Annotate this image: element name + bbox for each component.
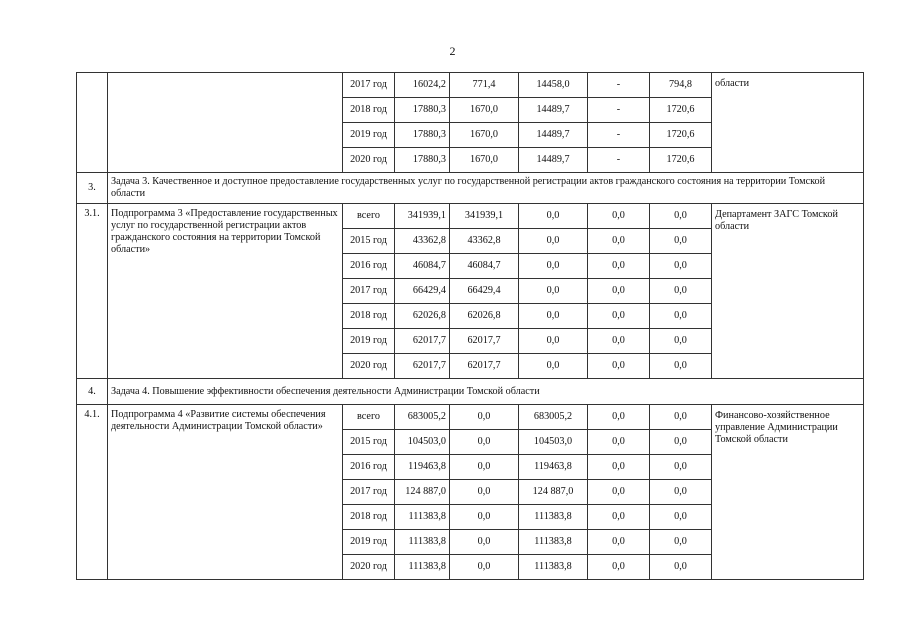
total-amount-cell: 17880,3 <box>395 123 450 148</box>
task-row <box>77 379 864 405</box>
regional-budget-cell: 0,0 <box>519 254 588 279</box>
total-amount-cell: 111383,8 <box>395 555 450 580</box>
total-amount-cell: 17880,3 <box>395 148 450 173</box>
task-text-cell: Задача 4. Повышение эффективности обеспечения деятельности Администрации Томской области <box>108 379 864 405</box>
regional-budget-cell: 0,0 <box>519 204 588 229</box>
period-cell: 2020 год <box>343 148 395 173</box>
row-number-cell <box>77 73 108 173</box>
responsible-cell: области <box>712 73 864 173</box>
local-budget-cell: 0,0 <box>588 530 650 555</box>
regional-budget-cell: 0,0 <box>519 229 588 254</box>
regional-budget-cell: 683005,2 <box>519 405 588 430</box>
total-amount-cell: 341939,1 <box>395 204 450 229</box>
federal-budget-cell: 0,0 <box>450 530 519 555</box>
federal-budget-cell: 0,0 <box>450 405 519 430</box>
funding-table-body <box>77 73 864 580</box>
period-cell: 2015 год <box>343 229 395 254</box>
local-budget-cell: 0,0 <box>588 505 650 530</box>
total-amount-cell: 17880,3 <box>395 98 450 123</box>
federal-budget-cell: 43362,8 <box>450 229 519 254</box>
other-sources-cell: 794,8 <box>650 73 712 98</box>
local-budget-cell: 0,0 <box>588 204 650 229</box>
local-budget-cell: 0,0 <box>588 555 650 580</box>
total-amount-cell: 111383,8 <box>395 505 450 530</box>
federal-budget-cell: 1670,0 <box>450 98 519 123</box>
total-amount-cell: 66429,4 <box>395 279 450 304</box>
regional-budget-cell: 124 887,0 <box>519 480 588 505</box>
total-amount-cell: 62026,8 <box>395 304 450 329</box>
other-sources-cell: 0,0 <box>650 530 712 555</box>
local-budget-cell: 0,0 <box>588 430 650 455</box>
period-cell: 2017 год <box>343 480 395 505</box>
federal-budget-cell: 1670,0 <box>450 123 519 148</box>
regional-budget-cell: 0,0 <box>519 354 588 379</box>
task-row <box>77 173 864 204</box>
total-amount-cell: 104503,0 <box>395 430 450 455</box>
regional-budget-cell: 119463,8 <box>519 455 588 480</box>
regional-budget-cell: 14489,7 <box>519 98 588 123</box>
federal-budget-cell: 0,0 <box>450 455 519 480</box>
subprogram-name-cell: Подпрограмма 4 «Развитие системы обеспечения деятельности Администрации Томской области» <box>108 405 343 580</box>
local-budget-cell: - <box>588 123 650 148</box>
period-cell: 2015 год <box>343 430 395 455</box>
total-amount-cell: 43362,8 <box>395 229 450 254</box>
local-budget-cell: - <box>588 148 650 173</box>
other-sources-cell: 0,0 <box>650 279 712 304</box>
regional-budget-cell: 14489,7 <box>519 123 588 148</box>
other-sources-cell: 0,0 <box>650 254 712 279</box>
other-sources-cell: 1720,6 <box>650 148 712 173</box>
local-budget-cell: 0,0 <box>588 354 650 379</box>
period-cell: всего <box>343 405 395 430</box>
local-budget-cell: 0,0 <box>588 329 650 354</box>
federal-budget-cell: 62017,7 <box>450 354 519 379</box>
federal-budget-cell: 0,0 <box>450 555 519 580</box>
period-cell: 2016 год <box>343 254 395 279</box>
task-number-cell: 3. <box>77 173 108 204</box>
total-amount-cell: 683005,2 <box>395 405 450 430</box>
regional-budget-cell: 14489,7 <box>519 148 588 173</box>
task-text-cell: Задача 3. Качественное и доступное предоставление государственных услуг по государственной регистрации актов гражданского состояния на территории Томской области <box>108 173 864 204</box>
local-budget-cell: 0,0 <box>588 254 650 279</box>
responsible-cell: Департамент ЗАГС Томской области <box>712 204 864 379</box>
other-sources-cell: 0,0 <box>650 430 712 455</box>
total-amount-cell: 62017,7 <box>395 329 450 354</box>
table-row <box>77 204 864 229</box>
other-sources-cell: 0,0 <box>650 555 712 580</box>
row-number-cell: 4.1. <box>77 405 108 580</box>
period-cell: 2020 год <box>343 555 395 580</box>
other-sources-cell: 0,0 <box>650 204 712 229</box>
local-budget-cell: 0,0 <box>588 455 650 480</box>
total-amount-cell: 46084,7 <box>395 254 450 279</box>
local-budget-cell: 0,0 <box>588 304 650 329</box>
period-cell: 2016 год <box>343 455 395 480</box>
local-budget-cell: - <box>588 73 650 98</box>
regional-budget-cell: 111383,8 <box>519 555 588 580</box>
other-sources-cell: 0,0 <box>650 229 712 254</box>
other-sources-cell: 1720,6 <box>650 123 712 148</box>
local-budget-cell: 0,0 <box>588 279 650 304</box>
other-sources-cell: 0,0 <box>650 455 712 480</box>
period-cell: 2018 год <box>343 505 395 530</box>
federal-budget-cell: 1670,0 <box>450 148 519 173</box>
row-number-cell: 3.1. <box>77 204 108 379</box>
local-budget-cell: 0,0 <box>588 229 650 254</box>
federal-budget-cell: 62026,8 <box>450 304 519 329</box>
federal-budget-cell: 771,4 <box>450 73 519 98</box>
total-amount-cell: 16024,2 <box>395 73 450 98</box>
responsible-cell: Финансово-хозяйственное управление Администрации Томской области <box>712 405 864 580</box>
table-row <box>77 73 864 98</box>
federal-budget-cell: 341939,1 <box>450 204 519 229</box>
other-sources-cell: 1720,6 <box>650 98 712 123</box>
period-cell: 2017 год <box>343 279 395 304</box>
other-sources-cell: 0,0 <box>650 304 712 329</box>
total-amount-cell: 124 887,0 <box>395 480 450 505</box>
local-budget-cell: 0,0 <box>588 480 650 505</box>
federal-budget-cell: 0,0 <box>450 430 519 455</box>
local-budget-cell: - <box>588 98 650 123</box>
regional-budget-cell: 104503,0 <box>519 430 588 455</box>
period-cell: 2018 год <box>343 304 395 329</box>
other-sources-cell: 0,0 <box>650 480 712 505</box>
period-cell: 2019 год <box>343 329 395 354</box>
regional-budget-cell: 0,0 <box>519 279 588 304</box>
regional-budget-cell: 14458,0 <box>519 73 588 98</box>
regional-budget-cell: 0,0 <box>519 329 588 354</box>
federal-budget-cell: 0,0 <box>450 505 519 530</box>
total-amount-cell: 111383,8 <box>395 530 450 555</box>
funding-table <box>76 72 864 580</box>
period-cell: 2019 год <box>343 123 395 148</box>
federal-budget-cell: 46084,7 <box>450 254 519 279</box>
federal-budget-cell: 66429,4 <box>450 279 519 304</box>
subprogram-name-cell <box>108 73 343 173</box>
table-row <box>77 405 864 430</box>
task-number-cell: 4. <box>77 379 108 405</box>
local-budget-cell: 0,0 <box>588 405 650 430</box>
subprogram-name-cell: Подпрограмма 3 «Предоставление государственных услуг по государственной регистрации актов гражданского состояния на территории Томской области» <box>108 204 343 379</box>
total-amount-cell: 62017,7 <box>395 354 450 379</box>
regional-budget-cell: 0,0 <box>519 304 588 329</box>
federal-budget-cell: 62017,7 <box>450 329 519 354</box>
page-number: 2 <box>449 44 456 58</box>
other-sources-cell: 0,0 <box>650 329 712 354</box>
total-amount-cell: 119463,8 <box>395 455 450 480</box>
period-cell: 2018 год <box>343 98 395 123</box>
other-sources-cell: 0,0 <box>650 505 712 530</box>
regional-budget-cell: 111383,8 <box>519 530 588 555</box>
period-cell: 2020 год <box>343 354 395 379</box>
period-cell: всего <box>343 204 395 229</box>
period-cell: 2017 год <box>343 73 395 98</box>
period-cell: 2019 год <box>343 530 395 555</box>
federal-budget-cell: 0,0 <box>450 480 519 505</box>
other-sources-cell: 0,0 <box>650 354 712 379</box>
regional-budget-cell: 111383,8 <box>519 505 588 530</box>
other-sources-cell: 0,0 <box>650 405 712 430</box>
